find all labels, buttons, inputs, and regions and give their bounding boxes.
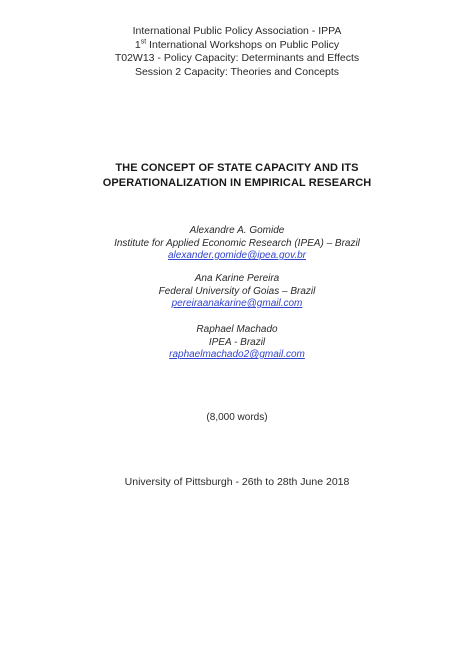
header-workshop (0, 39, 474, 53)
header-workshop-ordinal-suffix: st (140, 38, 147, 45)
header-workshop-ordinal: 1 (134, 38, 141, 51)
header-workshop-name: International Workshops on Public Policy (146, 38, 340, 51)
author-affiliation: Institute for Applied Economic Research (IPEA) – Brazil (114, 237, 360, 249)
paper-title-line-2: OPERATIONALIZATION IN EMPIRICAL RESEARCH (102, 177, 372, 189)
author-name: Ana Karine Pereira (194, 273, 280, 284)
author-affiliation: IPEA - Brazil (208, 336, 266, 348)
header-session: Session 2 Capacity: Theories and Concepts (134, 65, 340, 78)
conference-header (0, 25, 474, 79)
author-email-link[interactable]: alexander.gomide@ipea.gov.br (167, 250, 306, 261)
author-name: Alexandre A. Gomide (189, 225, 285, 236)
author-name: Raphael Machado (196, 324, 278, 335)
author-block-2 (0, 273, 474, 311)
author-affiliation: Federal University of Goias – Brazil (158, 285, 316, 297)
header-panel: T02W13 - Policy Capacity: Determinants and Effects (114, 52, 360, 64)
word-count: (8,000 words) (206, 412, 268, 423)
author-email-link[interactable]: raphaelmachado2@gmail.com (169, 349, 305, 360)
conference-venue-date: University of Pittsburgh - 26th to 28th June 2018 (124, 476, 350, 488)
paper-title-line-1: THE CONCEPT OF STATE CAPACITY AND ITS (115, 162, 359, 174)
paper-title (0, 161, 474, 191)
author-email-link[interactable]: pereiraanakarine@gmail.com (171, 298, 303, 309)
author-block-3 (0, 324, 474, 362)
author-block-1 (0, 225, 474, 263)
header-association: International Public Policy Association - IPPA (132, 25, 342, 37)
